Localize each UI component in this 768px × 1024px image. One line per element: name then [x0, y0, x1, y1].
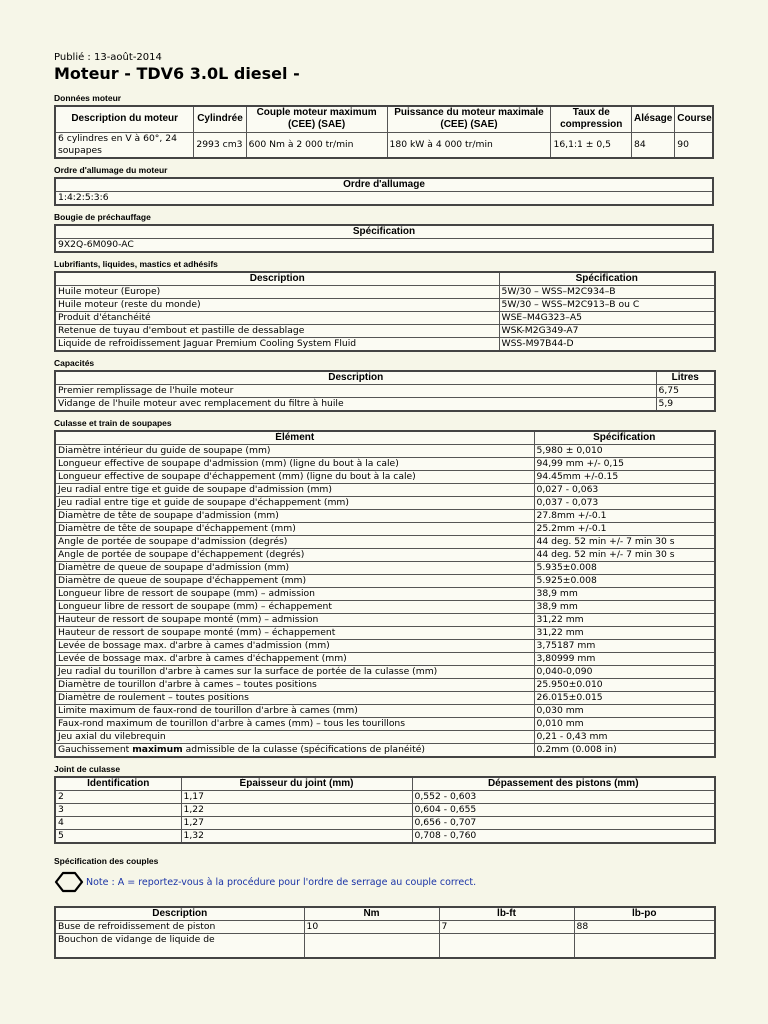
table-cell: Diamètre de queue de soupape d'admission (mm) — [55, 562, 534, 575]
table-cell: 0,037 - 0,073 — [534, 497, 715, 510]
table-row — [55, 718, 715, 731]
torque-note — [54, 870, 714, 894]
table-cell: Jeu radial du tourillon d'arbre à cames sur la surface de portée de la culasse (mm) — [55, 666, 534, 679]
table-cell: 5W/30 – WSS–M2C934–B — [499, 286, 715, 299]
table-cell: 2993 cm3 — [194, 132, 246, 158]
table-row — [55, 692, 715, 705]
table-cell: Vidange de l'huile moteur avec remplacement du filtre à huile — [55, 398, 656, 412]
table-cell: 9X2Q-6M090-AC — [55, 239, 713, 253]
table-cell: 5,980 ± 0,010 — [534, 445, 715, 458]
table-cell: Premier remplissage de l'huile moteur — [55, 385, 656, 398]
table-cell: 6 cylindres en V à 60°, 24 soupapes — [55, 132, 194, 158]
table-cell: 3 — [55, 804, 181, 817]
table-cell: 1:4:2:5:3:6 — [55, 192, 713, 206]
table-cell: Jeu axial du vilebrequin — [55, 731, 534, 744]
table-header: Alésage — [631, 106, 674, 132]
table-header: Ordre d'allumage — [55, 178, 713, 192]
table-row — [55, 510, 715, 523]
section-title-torque: Spécification des couples — [54, 856, 159, 866]
table-cell: Longueur libre de ressort de soupape (mm) – admission — [55, 588, 534, 601]
table-cell: 44 deg. 52 min +/- 7 min 30 s — [534, 536, 715, 549]
table-header: Épaisseur du joint (mm) — [181, 777, 412, 791]
table-row — [55, 666, 715, 679]
section-title-glow-plug: Bougie de préchauffage — [54, 212, 151, 222]
table-cell: Angle de portée de soupape d'échappement (degrés) — [55, 549, 534, 562]
table-header: Dépassement des pistons (mm) — [412, 777, 715, 791]
table-cell: 600 Nm à 2 000 tr/min — [246, 132, 387, 158]
table-cell: 38,9 mm — [534, 601, 715, 614]
table-cell: Retenue de tuyau d'embout et pastille de dessablage — [55, 325, 499, 338]
table-cell: 1,22 — [181, 804, 412, 817]
table-cell: 0,010 mm — [534, 718, 715, 731]
table-cell: 3,75187 mm — [534, 640, 715, 653]
table-header: Description du moteur — [55, 106, 194, 132]
table-cell: Longueur libre de ressort de soupape (mm) – échappement — [55, 601, 534, 614]
table-header: Course — [675, 106, 713, 132]
lubricants-table — [54, 271, 716, 352]
table-header: lb-po — [574, 907, 715, 921]
table-cell: 5W/30 – WSS–M2C913–B ou C — [499, 299, 715, 312]
table-cell: Longueur effective de soupape d'échappement (mm) (ligne du bout à la cale) — [55, 471, 534, 484]
table-cell: 6,75 — [656, 385, 715, 398]
table-cell: 5.935±0.008 — [534, 562, 715, 575]
section-title-cylinder-head: Culasse et train de soupapes — [54, 418, 172, 428]
table-cell: 16,1:1 ± 0,5 — [551, 132, 631, 158]
table-row — [55, 679, 715, 692]
table-cell: 5,9 — [656, 398, 715, 412]
table-cell: 0,040-0,090 — [534, 666, 715, 679]
table-row — [55, 791, 715, 804]
table-cell: WSK-M2G349-A7 — [499, 325, 715, 338]
table-row — [55, 653, 715, 666]
head-gasket-table — [54, 776, 716, 844]
table-cell: 25.2mm +/-0.1 — [534, 523, 715, 536]
table-row — [55, 497, 715, 510]
table-cell: 0,708 - 0,760 — [412, 830, 715, 844]
table-cell: 88 — [574, 921, 715, 934]
table-cell: 0.2mm (0.008 in) — [534, 744, 715, 758]
table-row — [55, 299, 715, 312]
table-row — [55, 934, 715, 958]
table-cell: Faux-rond maximum de tourillon d'arbre à cames (mm) – tous les tourillons — [55, 718, 534, 731]
table-row — [55, 484, 715, 497]
table-cell: 0,552 - 0,603 — [412, 791, 715, 804]
glow-plug-table — [54, 224, 714, 253]
table-cell: Limite maximum de faux-rond de tourillon d'arbre à cames (mm) — [55, 705, 534, 718]
section-title-firing-order: Ordre d'allumage du moteur — [54, 165, 168, 175]
table-row — [55, 562, 715, 575]
table-header: Nm — [304, 907, 439, 921]
table-cell: WSE–M4G323–A5 — [499, 312, 715, 325]
table-cell: 1,32 — [181, 830, 412, 844]
table-header: Puissance du moteur maximale (CEE) (SAE) — [387, 106, 551, 132]
table-row — [55, 325, 715, 338]
table-row — [55, 575, 715, 588]
table-cell: 94,99 mm +/- 0,15 — [534, 458, 715, 471]
torque-table — [54, 906, 716, 959]
table-header: lb-ft — [439, 907, 574, 921]
table-cell: Jeu radial entre tige et guide de soupape d'échappement (mm) — [55, 497, 534, 510]
table-cell — [304, 934, 439, 958]
table-row — [55, 731, 715, 744]
table-row — [55, 817, 715, 830]
table-row — [55, 471, 715, 484]
table-row — [55, 398, 715, 412]
table-cell: Buse de refroidissement de piston — [55, 921, 304, 934]
table-cell: 3,80999 mm — [534, 653, 715, 666]
table-cell: Hauteur de ressort de soupape monté (mm) – admission — [55, 614, 534, 627]
table-row — [55, 286, 715, 299]
table-cell: Levée de bossage max. d'arbre à cames d'admission (mm) — [55, 640, 534, 653]
table-row — [55, 640, 715, 653]
table-cell: Angle de portée de soupape d'admission (degrés) — [55, 536, 534, 549]
engine-data-table — [54, 105, 714, 159]
table-row — [55, 627, 715, 640]
table-cell: 5.925±0.008 — [534, 575, 715, 588]
table-header: Identification — [55, 777, 181, 791]
table-cell: 5 — [55, 830, 181, 844]
table-header: Cylindrée — [194, 106, 246, 132]
table-row — [55, 536, 715, 549]
table-header: Spécification — [55, 225, 713, 239]
table-cell: 0,604 - 0,655 — [412, 804, 715, 817]
table-row — [55, 588, 715, 601]
table-cell: 44 deg. 52 min +/- 7 min 30 s — [534, 549, 715, 562]
document-page — [54, 44, 714, 959]
table-cell: 26.015±0.015 — [534, 692, 715, 705]
table-cell: 38,9 mm — [534, 588, 715, 601]
table-row — [55, 312, 715, 325]
table-row — [55, 705, 715, 718]
page-title: Moteur - TDV6 3.0L diesel - — [54, 64, 300, 83]
table-row — [55, 804, 715, 817]
table-cell: 94.45mm +/-0.15 — [534, 471, 715, 484]
table-cell: Longueur effective de soupape d'admission (mm) (ligne du bout à la cale) — [55, 458, 534, 471]
table-cell: Jeu radial entre tige et guide de soupape d'admission (mm) — [55, 484, 534, 497]
table-cell: 2 — [55, 791, 181, 804]
table-cell: Huile moteur (Europe) — [55, 286, 499, 299]
table-header: Taux de compression — [551, 106, 631, 132]
table-cell: 1,27 — [181, 817, 412, 830]
table-cell: Diamètre de tête de soupape d'admission (mm) — [55, 510, 534, 523]
table-cell: Liquide de refroidissement Jaguar Premium Cooling System Fluid — [55, 338, 499, 352]
table-cell: 10 — [304, 921, 439, 934]
section-title-capacities: Capacités — [54, 358, 95, 368]
warning-triangle-icon — [54, 870, 84, 894]
capacities-table — [54, 370, 716, 412]
table-row — [55, 445, 715, 458]
table-cell: 0,030 mm — [534, 705, 715, 718]
section-title-engine-data: Données moteur — [54, 93, 122, 103]
table-cell: 0,21 - 0,43 mm — [534, 731, 715, 744]
table-cell: Diamètre de roulement – toutes positions — [55, 692, 534, 705]
table-cell: 7 — [439, 921, 574, 934]
table-cell: 31,22 mm — [534, 614, 715, 627]
table-cell: Bouchon de vidange de liquide de — [55, 934, 304, 958]
warpage-label-post: admissible de la culasse (spécifications de planéité) — [182, 744, 425, 755]
table-cell — [55, 744, 534, 758]
table-header: Litres — [656, 371, 715, 385]
table-cell: Diamètre de tourillon d'arbre à cames – toutes positions — [55, 679, 534, 692]
table-row — [55, 338, 715, 352]
table-row — [55, 458, 715, 471]
table-cell: 0,656 - 0,707 — [412, 817, 715, 830]
table-row — [55, 830, 715, 844]
table-header: Description — [55, 907, 304, 921]
table-row — [55, 921, 715, 934]
table-cell: 90 — [675, 132, 713, 158]
table-cell: Levée de bossage max. d'arbre à cames d'échappement (mm) — [55, 653, 534, 666]
table-cell: Huile moteur (reste du monde) — [55, 299, 499, 312]
table-header: Spécification — [534, 431, 715, 445]
warpage-label-pre: Gauchissement — [58, 744, 133, 755]
table-cell: 25.950±0.010 — [534, 679, 715, 692]
table-cell: 27.8mm +/-0.1 — [534, 510, 715, 523]
published-date: Publié : 13-août-2014 — [54, 52, 162, 63]
table-cell: 0,027 - 0,063 — [534, 484, 715, 497]
table-header: Couple moteur maximum (CEE) (SAE) — [246, 106, 387, 132]
table-cell: Diamètre intérieur du guide de soupape (mm) — [55, 445, 534, 458]
table-cell: Hauteur de ressort de soupape monté (mm) – échappement — [55, 627, 534, 640]
table-cell — [574, 934, 715, 958]
table-header: Élément — [55, 431, 534, 445]
table-header: Description — [55, 272, 499, 286]
table-row — [55, 601, 715, 614]
table-row — [55, 614, 715, 627]
table-row — [55, 523, 715, 536]
cylinder-head-table — [54, 430, 716, 758]
table-cell: Diamètre de tête de soupape d'échappement (mm) — [55, 523, 534, 536]
table-header: Spécification — [499, 272, 715, 286]
firing-order-table — [54, 177, 714, 206]
table-cell: 84 — [631, 132, 674, 158]
table-cell: 4 — [55, 817, 181, 830]
torque-note-text: Note : A = reportez-vous à la procédure pour l'ordre de serrage au couple correct. — [86, 876, 477, 888]
table-cell: 1,17 — [181, 791, 412, 804]
table-cell: Diamètre de queue de soupape d'échappement (mm) — [55, 575, 534, 588]
section-title-lubricants: Lubrifiants, liquides, mastics et adhésifs — [54, 259, 218, 269]
table-cell: Produit d'étanchéité — [55, 312, 499, 325]
table-cell: WSS-M97B44-D — [499, 338, 715, 352]
table-header: Description — [55, 371, 656, 385]
warpage-label-bold: maximum — [132, 744, 183, 755]
table-cell: 31,22 mm — [534, 627, 715, 640]
table-row — [55, 549, 715, 562]
table-cell: 180 kW à 4 000 tr/min — [387, 132, 551, 158]
table-row — [55, 385, 715, 398]
table-cell — [439, 934, 574, 958]
section-title-head-gasket: Joint de culasse — [54, 764, 121, 774]
